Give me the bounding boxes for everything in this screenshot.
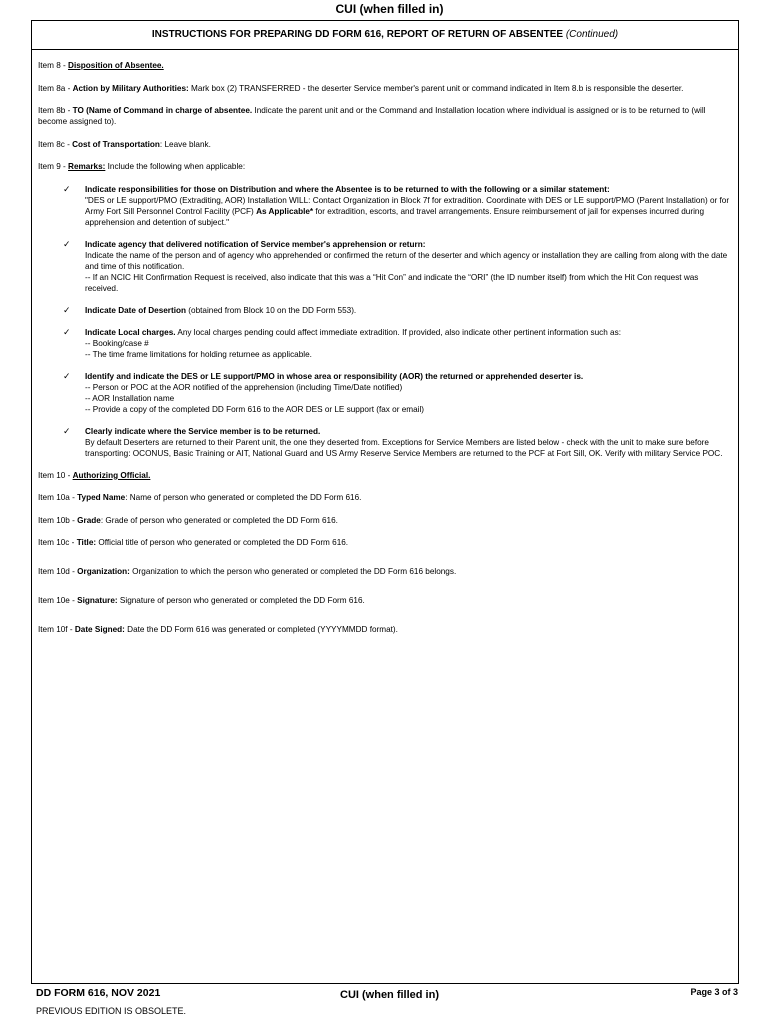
checkmark-icon: ✓: [63, 183, 71, 194]
remarks-list: [38, 184, 730, 459]
checkmark-icon: ✓: [63, 370, 71, 381]
header-title: INSTRUCTIONS FOR PREPARING DD FORM 616, REPORT OF RETURN OF ABSENTEE: [151, 29, 564, 40]
item-10e: Item 10e - Signature: Signature of person who generated or completed the DD Form 616.: [38, 596, 365, 605]
form-frame: [31, 20, 739, 984]
item-8c: Item 8c - Cost of Transportation: Leave blank.: [38, 139, 211, 149]
item-10b: Item 10b - Grade: Grade of person who generated or completed the DD Form 616.: [38, 515, 338, 525]
item-10f: Item 10f - Date Signed: Date the DD Form 616 was generated or completed (YYYYMMDD format).: [38, 625, 398, 634]
header-continued: (Continued): [565, 29, 619, 40]
item-8: Item 8 - Disposition of Absentee.: [38, 61, 164, 70]
checkmark-icon: ✓: [63, 238, 71, 249]
item-8-heading: Disposition of Absentee.: [68, 61, 164, 70]
instructions-content: [32, 50, 738, 635]
remarks-bullet-agency: ✓ Indicate agency that delivered notification of Service member's apprehension or return: Indicate the name of the person and of agency who apprehended or confirmed the return of the deserter and which agency or installation they are calling from along with the date and time of this notification. -- If an NCIC Hit Confirmation Request is received, also indicate that this was a “Hit Con” and indicate the “ORI” (the ID number itself) from which the Hit Con request was received.: [63, 238, 728, 293]
cui-banner-top: CUI (when filled in): [335, 2, 444, 16]
remarks-bullet-aor: ✓ Identify and indicate the DES or LE support/PMO in whose area or responsibility (AOR) the returned or apprehended deserter is. -- Person or POC at the AOR notified of the apprehension (including Time/Date notified) -- AOR Installation name -- Provide a copy of the completed DD Form 616 to the AOR DES or LE support (fax or email): [63, 370, 584, 414]
remarks-bullet-return-location: ✓ Clearly indicate where the Service member is to be returned. By default Deserters are returned to their Parent unit, the one they deserted from. Exceptions for Service Members are listed below - check with the unit to make sure before transporting: OCONUS, Basic Training or AIT, National Guard and US Army Reserve Service Members are returned to the PCF at Fort Sill, OK. Verify with military Service POC.: [63, 425, 723, 458]
item-10d: Item 10d - Organization: Organization to which the person who generated or completed the DD Form 616 belongs.: [38, 567, 457, 576]
checkmark-icon: ✓: [63, 326, 71, 337]
checkmark-icon: ✓: [63, 304, 71, 315]
item-8b: Item 8b - TO (Name of Command in charge of absentee. Indicate the parent unit and or the Command and Installation location where individual is assigned or is to be returned to (will become assigned to).: [38, 106, 706, 126]
remarks-bullet-local-charges: ✓ Indicate Local charges. Any local charges pending could affect immediate extradition. If provided, also indicate other pertinent information such as: -- Booking/case # -- The time frame limitations for holding returnee as applicable.: [63, 326, 621, 359]
item-9: Item 9 - Remarks: Include the following when applicable:: [38, 162, 246, 171]
checkmark-icon: ✓: [63, 425, 71, 436]
form-header: [32, 21, 738, 50]
remarks-bullet-responsibilities: ✓ Indicate responsibilities for those on Distribution and where the Absentee is to be returned to with the following or a similar statement: "DES or LE support/PMO (Extraditing, AOR) Installation WILL: Contact Organization in Block 7f for extradition. Coordinate with DES or LE support/PMO (Parent Installation) or for Army Fort Sill Personnel Control Facility (PCF) As Applicable* for extradition, escorts, and travel arrangements. Ensure reimbursement of jail for expenses incurred during apprehension and detention of subject.": [63, 183, 730, 227]
item-10a: Item 10a - Typed Name: Name of person who generated or completed the DD Form 616.: [38, 493, 362, 502]
item-8a: Item 8a - Action by Military Authorities: Mark box (2) TRANSFERRED - the deserter Service member's parent unit or command indicated in Item 8.b is responsible the deserter.: [38, 83, 684, 93]
cui-banner-bottom: CUI (when filled in): [340, 989, 439, 1001]
item-10: Item 10 - Authorizing Official.: [38, 470, 151, 480]
page-number: Page 3 of 3: [690, 987, 738, 997]
form-identifier: DD FORM 616, NOV 2021: [36, 987, 161, 999]
item-10c: Item 10c - Title: Official title of person who generated or completed the DD Form 616.: [38, 538, 349, 547]
obsolete-notice: PREVIOUS EDITION IS OBSOLETE.: [36, 1006, 187, 1016]
remarks-bullet-desertion-date: ✓ Indicate Date of Desertion (obtained from Block 10 on the DD Form 553).: [63, 304, 357, 315]
